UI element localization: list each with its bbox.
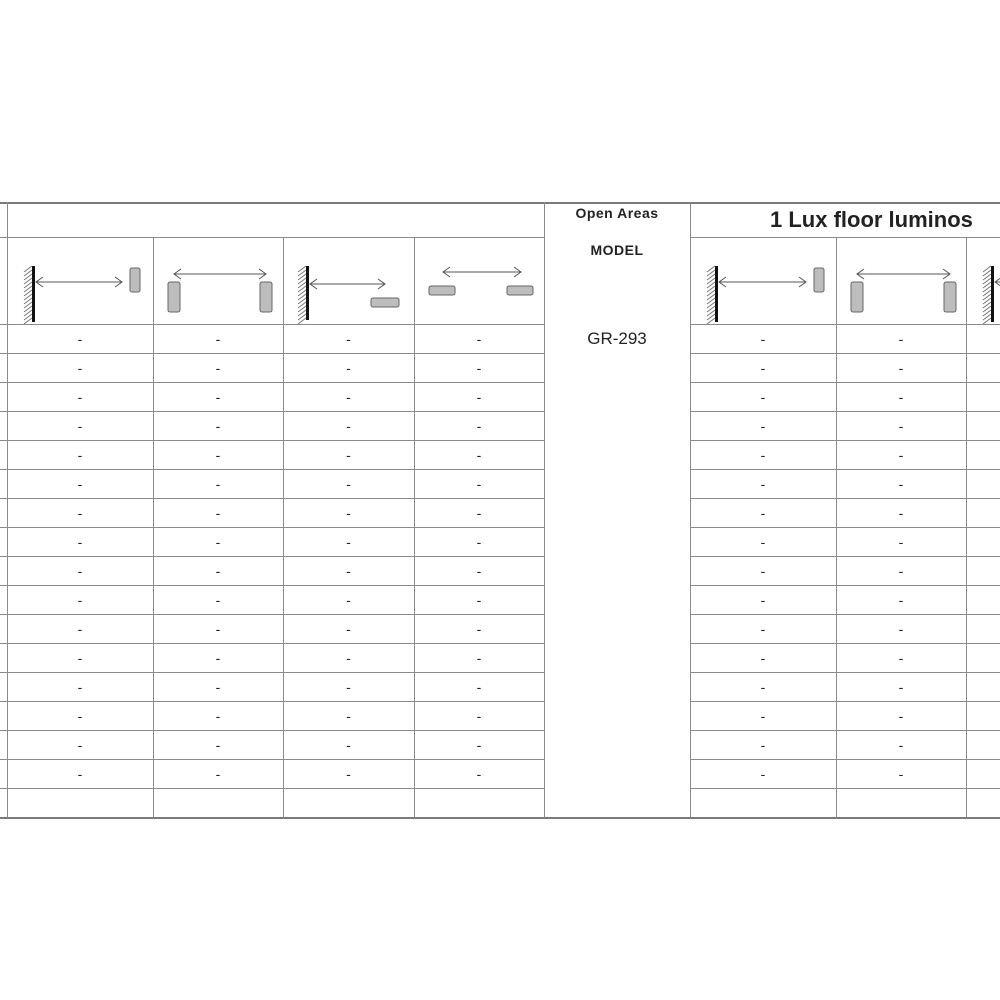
table-cell: -	[77, 331, 83, 347]
table-cell: -	[476, 418, 482, 434]
table-cell: -	[77, 534, 83, 550]
table-cell: -	[476, 737, 482, 753]
table-cell: -	[760, 418, 766, 434]
open-areas-header: Open Areas	[575, 205, 659, 221]
table-cell: -	[346, 592, 351, 608]
table-cell: -	[898, 563, 904, 579]
table-cell: -	[898, 447, 904, 463]
table-cell: -	[898, 650, 904, 666]
table-cell: -	[77, 592, 83, 608]
table-cell: -	[77, 476, 83, 492]
table-cell: -	[898, 360, 904, 376]
table-cell: -	[760, 679, 766, 695]
table-cell: -	[215, 534, 221, 550]
model-value: GR-293	[587, 329, 647, 348]
table-cell: -	[215, 447, 221, 463]
table-cell: -	[898, 418, 904, 434]
table-cell: -	[760, 331, 766, 347]
table-cell: -	[215, 389, 221, 405]
wall-to-luminaire-distance-diagram-icon	[691, 238, 836, 324]
table-cell: -	[760, 389, 766, 405]
table-cell: -	[346, 331, 351, 347]
table-cell: -	[898, 389, 904, 405]
table-cell: -	[760, 737, 766, 753]
table-cell: -	[77, 766, 83, 782]
table-cell: -	[77, 505, 83, 521]
table-cell: -	[77, 708, 83, 724]
table-cell: -	[476, 360, 482, 376]
table-cell: -	[476, 563, 482, 579]
table-cell: -	[77, 563, 83, 579]
table-cell: -	[898, 505, 904, 521]
table-cell: -	[760, 650, 766, 666]
table-cell: -	[215, 708, 221, 724]
table-cell: -	[760, 505, 766, 521]
wall-to-ceiling-luminaire-distance-diagram-icon	[284, 238, 413, 324]
table-cell: -	[215, 563, 221, 579]
table-cell: -	[760, 534, 766, 550]
table-cell: -	[476, 331, 482, 347]
table-cell: -	[215, 737, 221, 753]
table-cell: -	[77, 650, 83, 666]
table-cell: -	[77, 360, 83, 376]
wall-to-luminaire-distance-diagram-icon	[967, 238, 1000, 324]
table-cell: -	[346, 418, 351, 434]
table-cell: -	[898, 737, 904, 753]
table-cell: -	[346, 389, 351, 405]
grid-line	[690, 788, 1000, 789]
table-cell: -	[346, 505, 351, 521]
table-cell: -	[760, 447, 766, 463]
table-cell: -	[898, 476, 904, 492]
table-cell: -	[760, 766, 766, 782]
table-cell: -	[77, 621, 83, 637]
table-cell: -	[898, 621, 904, 637]
table-cell: -	[346, 476, 351, 492]
wall-to-luminaire-distance-diagram-icon	[8, 238, 152, 324]
luminaire-to-luminaire-distance-diagram-icon	[837, 238, 966, 324]
table-cell: -	[898, 766, 904, 782]
table-cell: -	[476, 708, 482, 724]
table-cell: -	[215, 476, 221, 492]
table-cell: -	[215, 505, 221, 521]
table-cell: -	[476, 505, 482, 521]
table-cell: -	[346, 679, 351, 695]
table-cell: -	[760, 708, 766, 724]
table-cell: -	[476, 650, 482, 666]
table-cell: -	[77, 418, 83, 434]
table-cell: -	[760, 476, 766, 492]
table-cell: -	[760, 621, 766, 637]
model-header: MODEL	[590, 242, 644, 258]
table-cell: -	[760, 563, 766, 579]
table-cell: -	[215, 360, 221, 376]
table-cell: -	[476, 534, 482, 550]
table-cell: -	[346, 621, 351, 637]
table-cell: -	[77, 737, 83, 753]
table-cell: -	[476, 679, 482, 695]
table-cell: -	[476, 447, 482, 463]
table-cell: -	[898, 592, 904, 608]
table-cell: -	[476, 766, 482, 782]
table-cell: -	[476, 592, 482, 608]
table-cell: -	[476, 476, 482, 492]
table-cell: -	[346, 534, 351, 550]
table-cell: -	[898, 534, 904, 550]
table-cell: -	[215, 766, 221, 782]
table-cell: -	[898, 708, 904, 724]
table-cell: -	[346, 737, 351, 753]
grid-line	[544, 202, 545, 818]
table-cell: -	[346, 563, 351, 579]
table-cell: -	[215, 621, 221, 637]
table-cell: -	[476, 389, 482, 405]
table-cell: -	[346, 766, 351, 782]
table-cell: -	[346, 708, 351, 724]
table-cell: -	[215, 418, 221, 434]
grid-line	[966, 237, 967, 818]
table-cell: -	[215, 650, 221, 666]
table-cell: -	[215, 331, 221, 347]
table-cell: -	[215, 679, 221, 695]
table-cell: -	[77, 389, 83, 405]
table-cell: -	[77, 679, 83, 695]
table-cell: -	[898, 679, 904, 695]
grid-line	[0, 817, 1000, 819]
table-cell: -	[476, 621, 482, 637]
grid-line	[0, 788, 544, 789]
luminaire-to-luminaire-distance-diagram-icon	[154, 238, 282, 324]
table-cell: -	[760, 592, 766, 608]
table-cell: -	[215, 592, 221, 608]
lux-title: 1 Lux floor luminos	[770, 207, 973, 232]
table-cell: -	[760, 360, 766, 376]
ceiling-luminaire-to-luminaire-distance-diagram-icon	[415, 238, 543, 324]
table-cell: -	[346, 650, 351, 666]
table-cell: -	[346, 360, 351, 376]
table-cell: -	[77, 447, 83, 463]
grid-line	[0, 202, 1000, 204]
table-cell: -	[898, 331, 904, 347]
table-cell: -	[346, 447, 351, 463]
